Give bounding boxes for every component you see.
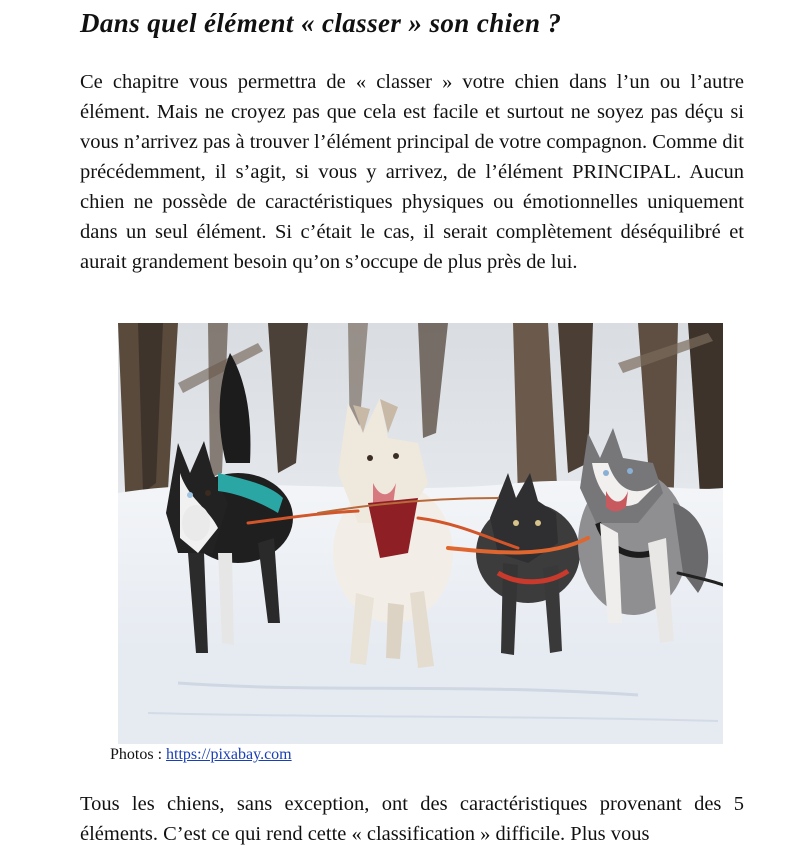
sled-dogs-illustration bbox=[118, 323, 723, 744]
sled-dogs-photo bbox=[118, 323, 723, 744]
paragraph-continuation: Tous les chiens, sans exception, ont des caractéristiques provenant des 5 éléments. C’est ce qui rend cette « classification » difficile. Plus vous bbox=[80, 793, 744, 845]
photo-caption bbox=[110, 745, 292, 765]
paragraph-intro: Ce chapitre vous permettra de « classer » votre chien dans l’un ou l’autre élément. Mais ne croyez pas que cela est facile et surtout ne soyez pas déçu si vous n’arrivez pas à trouver l’élément principal de votre compagnon. Comme dit précédemment, il s’agit, si vous y arrivez, de l’élément PRINCIPAL. Aucun chien ne possède de caractéristiques physiques ou émotionnelles uniquement dans un seul élément. Si c’était le cas, il serait complètement déséquilibré et aurait grandement besoin qu’on s’occupe de plus près de lui. bbox=[80, 71, 744, 273]
pixabay-link[interactable]: https://pixabay.com bbox=[166, 746, 292, 763]
caption-prefix: Photos : bbox=[110, 746, 167, 763]
page-title: Dans quel élément « classer » son chien ? bbox=[80, 8, 562, 38]
